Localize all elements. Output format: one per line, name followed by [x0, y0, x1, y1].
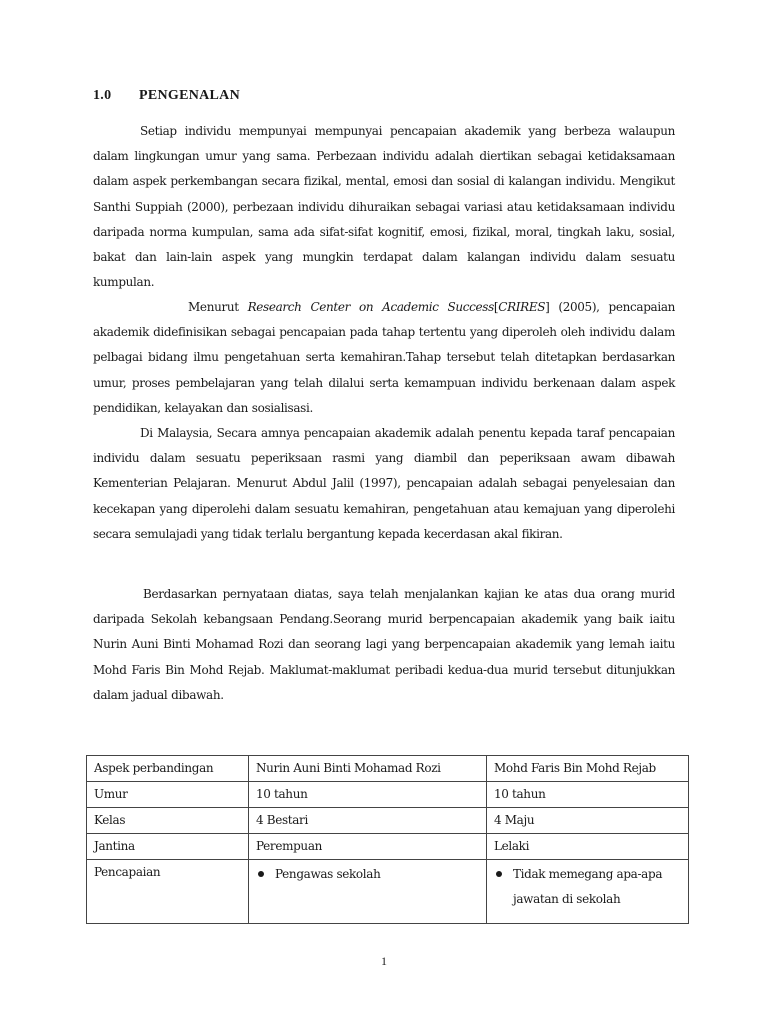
table-row: [87, 782, 689, 808]
table-row-pencapaian: [87, 860, 689, 924]
table-cell: Lelaki: [487, 834, 689, 860]
table-cell: Perempuan: [249, 834, 487, 860]
bullet-item: Tidak memegang apa-apa jawatan di sekolah: [494, 862, 682, 912]
page-number: 1: [381, 954, 387, 968]
table-cell: Jantina: [87, 834, 249, 860]
paragraph-malaysia: [93, 421, 675, 547]
table-cell: 4 Bestari: [249, 808, 487, 834]
table-row: [87, 808, 689, 834]
bullet-list: [256, 862, 480, 887]
table-cell-bullets: [487, 860, 689, 924]
paragraph-study: [93, 582, 675, 708]
section-number: 1.0: [93, 88, 112, 103]
paragraph-definition-acronym: CRIRES: [498, 300, 546, 314]
paragraph-definition-lead: Menurut: [188, 300, 248, 314]
table-cell: 10 tahun: [249, 782, 487, 808]
table-row: [87, 834, 689, 860]
table-header-cell: Mohd Faris Bin Mohd Rejab: [487, 756, 689, 782]
bullet-item: Pengawas sekolah: [256, 862, 480, 887]
paragraph-definition-source: Research Center on Academic Success: [247, 300, 494, 314]
paragraph-definition-rest: ] (2005), pencapaian akademik didefinisikan sebagai pencapaian pada tahap tertentu yang diperoleh oleh individu dalam pelbagai bidang ilmu pengetahuan serta kemahiran.Tahap tersebut telah ditetapkan berdasarkan umur, proses pembelajaran yang telah dilalui serta kemampuan individu berkenaan dalam aspek pendidikan, kelayakan dan sosialisasi.: [93, 300, 675, 415]
section-title: PENGENALAN: [139, 88, 241, 103]
table-cell: Kelas: [87, 808, 249, 834]
table-cell: 10 tahun: [487, 782, 689, 808]
table-cell: Pencapaian: [87, 860, 249, 924]
paragraph-definition: [93, 295, 675, 421]
table-cell-bullets: [249, 860, 487, 924]
bullet-list: [494, 862, 682, 912]
table-header-row: [87, 756, 689, 782]
table-cell: 4 Maju: [487, 808, 689, 834]
paragraph-intro: [93, 119, 675, 295]
section-heading: [93, 88, 240, 104]
table-header-cell: Nurin Auni Binti Mohamad Rozi: [249, 756, 487, 782]
paragraph-malaysia-text: Di Malaysia, Secara amnya pencapaian akademik adalah penentu kepada taraf pencapaian individu dalam sesuatu peperiksaan rasmi yang diambil dan peperiksaan awam dibawah Kementerian Pelajaran. Menurut Abdul Jalil (1997), pencapaian adalah sebagai penyelesaian dan kecekapan yang diperolehi dalam sesuatu kemahiran, pengetahuan atau kemajuan yang diperolehi secara semulajadi yang tidak terlalu bergantung kepada kecerdasan akal fikiran.: [93, 426, 675, 541]
table-header-cell: Aspek perbandingan: [87, 756, 249, 782]
paragraph-definition-bracket: [: [493, 300, 499, 314]
table-cell: Umur: [87, 782, 249, 808]
comparison-table: [86, 755, 689, 924]
paragraph-intro-text: Setiap individu mempunyai mempunyai pencapaian akademik yang berbeza walaupun dalam lingkungan umur yang sama. Perbezaan individu adalah diertikan sebagai ketidaksamaan dalam aspek perkembangan secara fizikal, mental, emosi dan sosial di kalangan individu. Mengikut Santhi Suppiah (2000), perbezaan individu dihuraikan sebagai variasi atau ketidaksamaan individu daripada norma kumpulan, sama ada sifat-sifat kognitif, emosi, fizikal, moral, tingkah laku, sosial, bakat dan lain-lain aspek yang mungkin terdapat dalam kalangan individu dalam sesuatu kumpulan.: [93, 124, 675, 290]
paragraph-study-text: Berdasarkan pernyataan diatas, saya telah menjalankan kajian ke atas dua orang murid daripada Sekolah kebangsaan Pendang.Seorang murid berpencapaian akademik yang baik iaitu Nurin Auni Binti Mohamad Rozi dan seorang lagi yang berpencapaian akademik yang lemah iaitu Mohd Faris Bin Mohd Rejab. Maklumat-maklumat peribadi kedua-dua murid tersebut ditunjukkan dalam jadual dibawah.: [93, 587, 675, 702]
